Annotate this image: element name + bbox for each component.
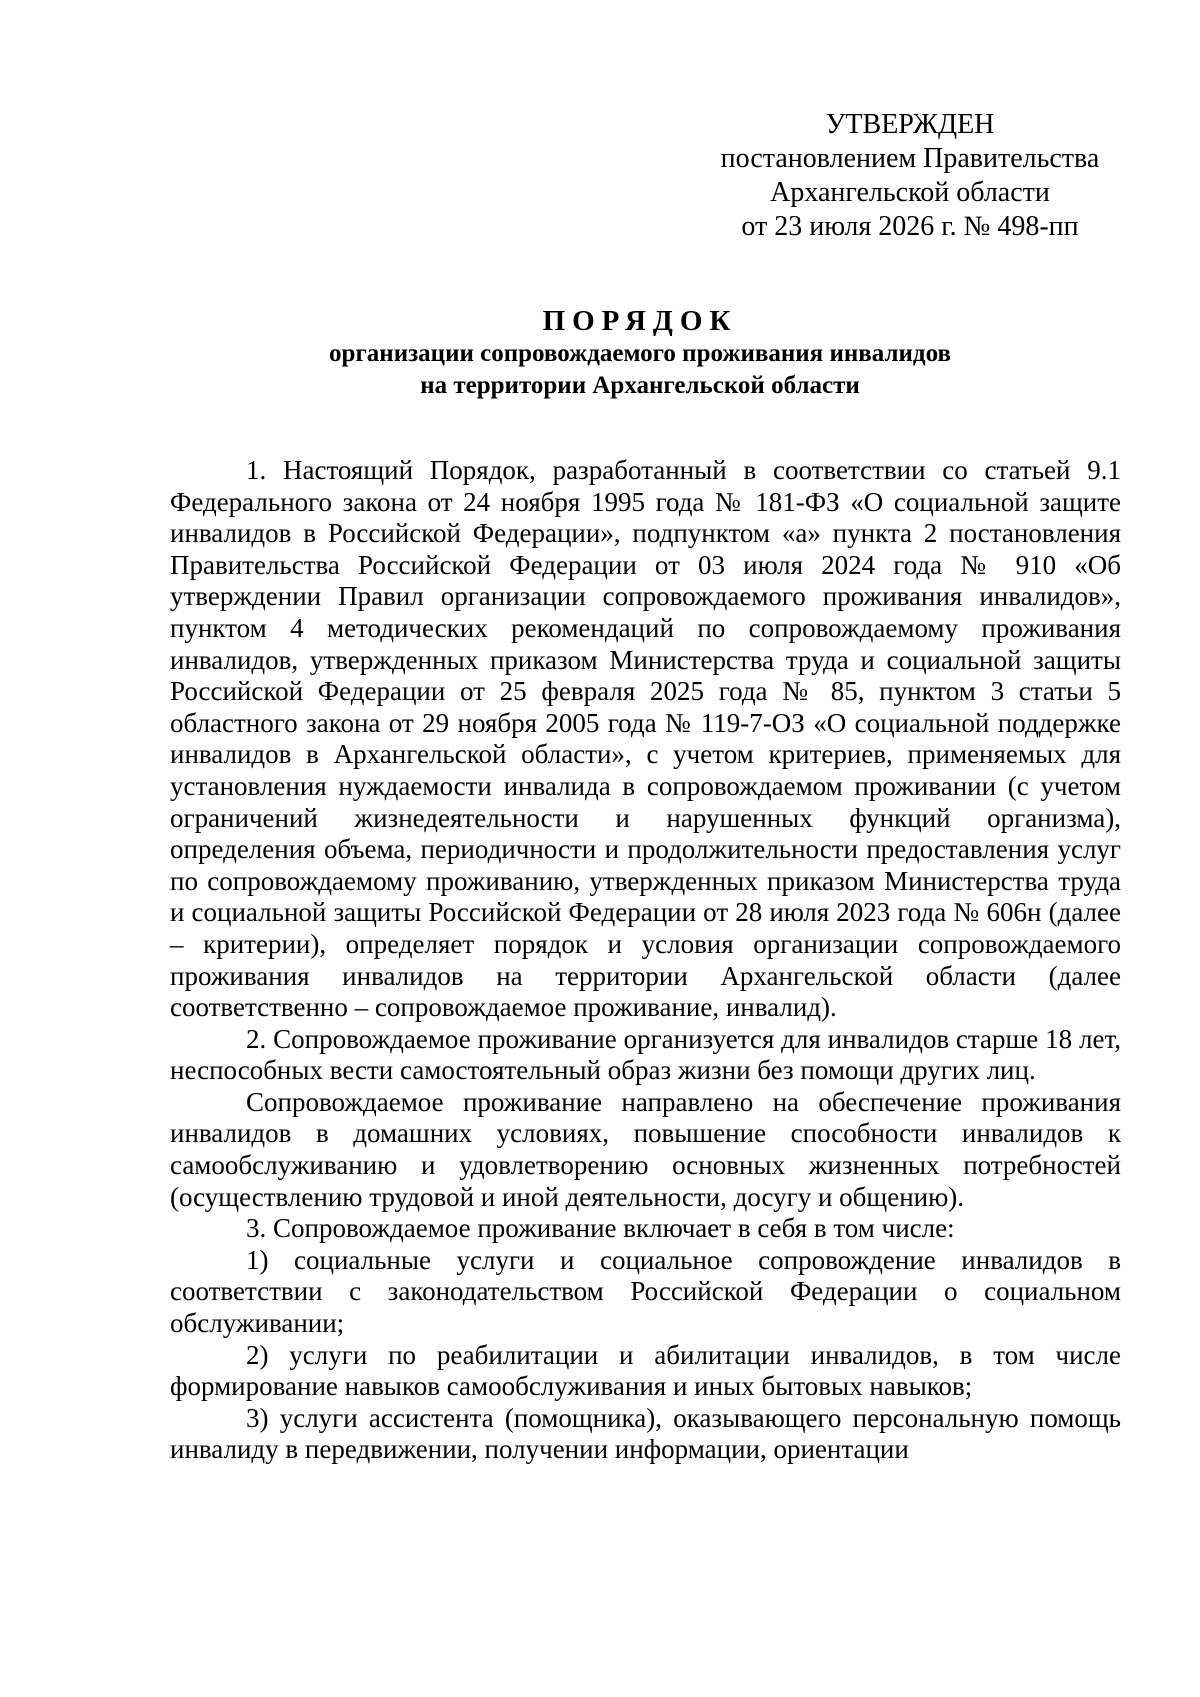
document-body: [170, 455, 1121, 1466]
approval-heading: УТВЕРЖДЕН: [825, 109, 995, 140]
paragraph-3: 3. Сопровождаемое проживание включает в себя в том числе:: [246, 1213, 955, 1244]
document-subtitle-line-1: организации сопровождаемого проживания инвалидов: [329, 340, 951, 367]
approval-date-number: от 23 июля 2026 г. № 498-пп: [741, 211, 1079, 242]
approval-stamp-block: [690, 108, 1130, 244]
document-title: ПОРЯДОК: [542, 305, 738, 337]
paragraph-2: 2. Сопровождаемое проживание организуется для инвалидов старше 18 лет, неспособных вести самостоятельный образ жизни без помощи других лиц.: [170, 1023, 1121, 1086]
approval-issuer: постановлением Правительства: [720, 143, 1100, 174]
paragraph-1: 1. Настоящий Порядок, разработанный в соответствии со статьей 9.1 Федерального закона от 24 ноября 1995 года № 181-ФЗ «О социальной защите инвалидов в Российской Федерации», подпунктом «а» пункта 2 постановления Правительства Российской Федерации от 03 июля 2024 года № 910 «Об утверждении Правил организации сопровождаемого проживания инвалидов», пунктом 4 методических рекомендаций по сопровождаемому проживания инвалидов, утвержденных приказом Министерства труда и социальной защиты Российской Федерации от 25 февраля 2025 года № 85, пунктом 3 статьи 5 областного закона от 29 ноября 2005 года № 119-7-ОЗ «О социальной поддержке инвалидов в Архангельской области», с учетом критериев, применяемых для установления нуждаемости инвалида в сопровождаемом проживании (с учетом ограничений жизнедеятельности и нарушенных функций организма), определения объема, периодичности и продолжительности предоставления услуг по сопровождаемому проживанию, утвержденных приказом Министерства труда и социальной защиты Российской Федерации от 28 июля 2023 года № 606н (далее – критерии), определяет порядок и условия организации сопровождаемого проживания инвалидов на территории Архангельской области (далее соответственно – сопровождаемое проживание, инвалид).: [170, 455, 1121, 1023]
list-item-1: 1) социальные услуги и социальное сопровождение инвалидов в соответствии с законодательством Российской Федерации о социальном обслуживании;: [170, 1244, 1121, 1339]
approval-region: Архангельской области: [770, 177, 1050, 208]
paragraph-2-continuation: Сопровождаемое проживание направлено на обеспечение проживания инвалидов в домашних условиях, повышение способности инвалидов к самообслуживанию и удовлетворению основных жизненных потребностей (осуществлению трудовой и иной деятельности, досугу и общению).: [170, 1086, 1121, 1212]
document-subtitle-line-2: на территории Архангельской области: [420, 372, 860, 399]
document-title-block: [170, 304, 1110, 402]
list-item-3: 3) услуги ассистента (помощника), оказывающего персональную помощь инвалиду в передвижении, получении информации, ориентации: [170, 1402, 1121, 1465]
list-item-2: 2) услуги по реабилитации и абилитации инвалидов, в том числе формирование навыков самообслуживания и иных бытовых навыков;: [170, 1339, 1121, 1402]
